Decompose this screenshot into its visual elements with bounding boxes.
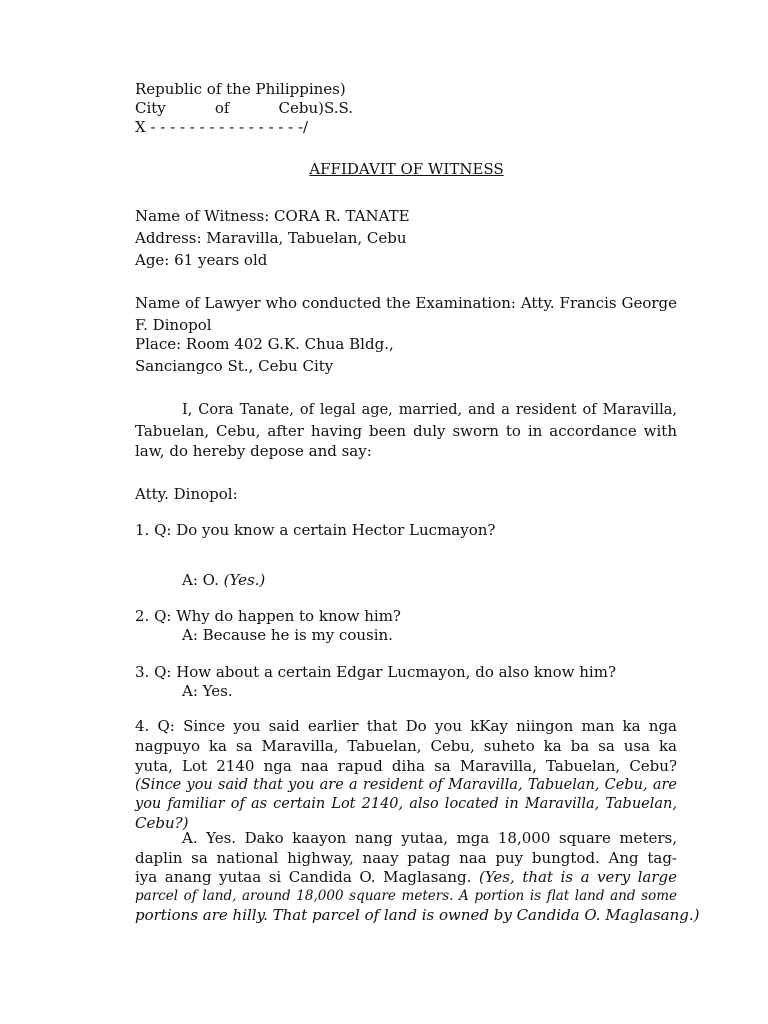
document-title: AFFIDAVIT OF WITNESS <box>309 160 504 178</box>
answer-4-translation-line3: portions are hilly. That parcel of land is owned by Candida O. Maglasang.) <box>135 906 700 924</box>
answer-1-translation: (Yes.) <box>223 571 266 589</box>
witness-age: Age: 61 years old <box>135 251 268 269</box>
answer-4-line1: A. Yes. Dako kaayon nang yutaa, mga 18,000 square meters, <box>182 829 677 847</box>
answer-3: A: Yes. <box>182 682 233 700</box>
place-line2: Sanciangco St., Cebu City <box>135 357 334 375</box>
venue-line <box>135 98 353 118</box>
answer-2: A: Because he is my cousin. <box>182 626 393 644</box>
examiner-label: Atty. Dinopol: <box>135 485 238 503</box>
intro-line1: I, Cora Tanate, of legal age, married, and a resident of Maravilla, <box>182 402 677 418</box>
question-4-translation-line1: (Since you said that you are a resident of Maravilla, Tabuelan, Cebu, are <box>135 777 677 793</box>
answer-4-line2: daplin sa national highway, naay patag naa puy bungtod. Ang tag- <box>135 849 677 867</box>
question-4-line3: yuta, Lot 2140 nga naa rapud diha sa Maravilla, Tabuelan, Cebu? <box>135 757 677 775</box>
separator-line: X - - - - - - - - - - - - - - - -/ <box>135 118 309 136</box>
question-4-translation-line2: you familiar of as certain Lot 2140, also located in Maravilla, Tabuelan, <box>135 796 677 812</box>
answer-1-text: A: O. <box>182 571 219 589</box>
intro-line2: Tabuelan, Cebu, after having been duly sworn to in accordance with <box>135 422 677 440</box>
venue-of: of <box>214 99 230 117</box>
question-4-translation-line3: Cebu?) <box>135 814 189 832</box>
intro-line3: law, do hereby depose and say: <box>135 442 372 460</box>
question-4-line2: nagpuyo ka sa Maravilla, Tabuelan, Cebu, suheto ka ba sa usa ka <box>135 737 677 755</box>
question-2: 2. Q: Why do happen to know him? <box>135 607 401 625</box>
place-line1: Place: Room 402 G.K. Chua Bldg., <box>135 335 394 353</box>
lawyer-name-line1: Name of Lawyer who conducted the Examination: Atty. Francis George <box>135 294 677 312</box>
answer-4-line3-text: iya anang yutaa si Candida O. Maglasang. <box>135 868 472 886</box>
question-1: 1. Q: Do you know a certain Hector Lucmayon? <box>135 521 496 539</box>
witness-name: Name of Witness: CORA R. TANATE <box>135 207 410 225</box>
question-4-line1: 4. Q: Since you said earlier that Do you kKay niingon man ka nga <box>135 717 677 735</box>
answer-4-translation-line2: parcel of land, around 18,000 square meters. A portion is flat land and some <box>135 888 677 904</box>
answer-4-translation-start: (Yes, that is a very large <box>478 868 677 886</box>
answer-1 <box>182 570 265 592</box>
venue-city: City <box>135 99 166 117</box>
lawyer-name-line2: F. Dinopol <box>135 316 212 334</box>
jurisdiction-line: Republic of the Philippines) <box>135 80 346 98</box>
venue-cebu: Cebu)S.S. <box>278 99 353 117</box>
witness-address: Address: Maravilla, Tabuelan, Cebu <box>135 229 407 247</box>
question-3: 3. Q: How about a certain Edgar Lucmayon, do also know him? <box>135 663 616 681</box>
